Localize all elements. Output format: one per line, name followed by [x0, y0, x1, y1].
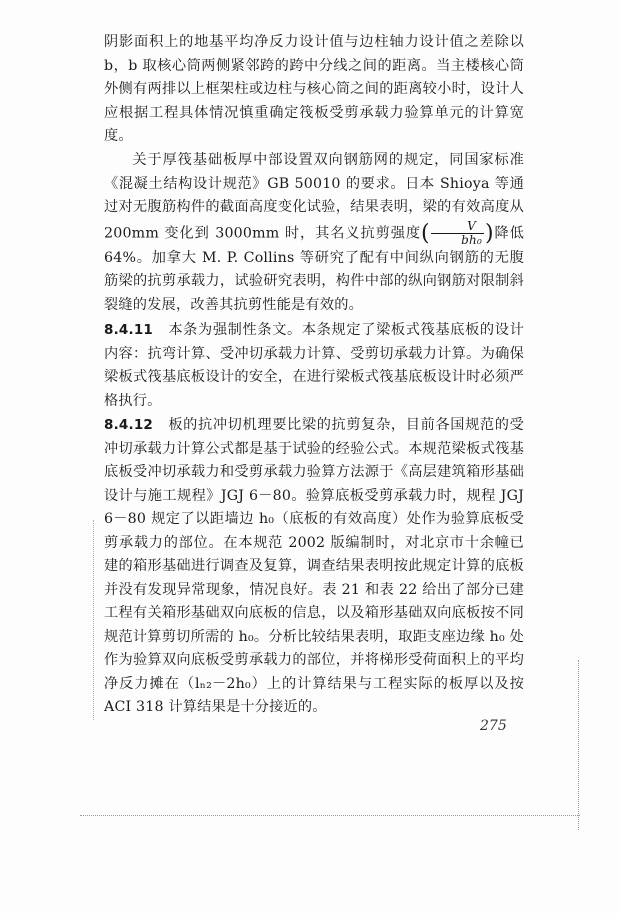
section-8-4-12-text: [104, 414, 524, 720]
section-body: 本条为强制性条文。本条规定了梁板式筏基底板的设计内容：抗弯计算、受冲切承载力计算、受剪切承载力计算。为确保梁板式筏基底板设计的安全，在进行梁板式筏基底板设计时必须严格执行。: [104, 322, 524, 409]
right-paren: ): [484, 220, 494, 246]
left-paren: (: [420, 220, 430, 246]
section-8-4-11-text: [104, 319, 524, 413]
page-number: 275: [480, 718, 507, 734]
paragraph-2-text: [104, 149, 524, 317]
paragraph-2-after: 降低 64%。加拿大 M. P. Collins 等研究了配有中间纵向钢筋的无腹筋梁的抗剪承载力，试验研究表明，构件中部的纵向钢筋对限制斜裂缝的发展，改善其抗剪性能是有效的。: [104, 225, 525, 313]
paragraph-2-before: 关于厚筏基础板厚中部设置双向钢筋网的规定，同国家标准《混凝土结构设计规范》GB 50010 的要求。日本 Shioya 等通过对无腹筋构件的截面高度变化试验，结果表明，梁的有效高度从 200mm 变化到 3000mm 时，其名义抗剪强度: [104, 152, 524, 241]
scan-artifact-right: [578, 660, 579, 830]
section-8-4-11: [104, 319, 524, 413]
paragraph-1-text: 阴影面积上的地基平均净反力设计值与边柱轴力设计值之差除以 b，b 取核心筒两侧紧邻跨的跨中分线之间的距离。当主楼核心筒外侧有两排以上框架柱或边柱与核心筒之间的距离较小时，设计人应根据工程具体情况慎重确定筏板受剪承载力验算单元的计算宽度。: [104, 34, 524, 144]
section-8-4-12: [104, 414, 524, 720]
section-number: 8.4.11: [104, 322, 154, 338]
strength-fraction: [431, 220, 484, 247]
section-body: 板的抗冲切机理要比梁的抗剪复杂，目前各国规范的受冲切承载力计算公式都是基于试验的经验公式。本规范梁板式筏基底板受冲切承载力和受剪承载力验算方法源于《高层建筑箱形基础设计与施工规程》JGJ 6－80。验算底板受剪承载力时，规程 JGJ 6－80 规定了以距墙边 h₀（底板的有效高度）处作为验算底板受剪承载力的部位。在本规范 2002 版编制时，对北京市十余幢已建的箱形基础进行调查及复算，调查结果表明按此规定计算的底板并没有发现异常现象，情况良好。表 21 和表 22 给出了部分已建工程有关箱形基础双向底板的信息，以及箱形基础双向底板按不同规范计算剪切所需的 h₀。分析比较结果表明，取距支座边缘 h₀ 处作为验算双向底板受剪承载力的部位，并将梯形受荷面积上的平均净反力摊在（lₙ₂－2h₀）上的计算结果与工程实际的板厚以及按 ACI 318 计算结果是十分接近的。: [104, 417, 524, 715]
scan-artifact-left: [93, 520, 94, 720]
fraction-numerator: V: [431, 220, 484, 234]
paragraph-1: [104, 31, 524, 149]
scan-artifact-bottom: [80, 815, 580, 816]
section-number: 8.4.12: [104, 417, 154, 433]
fraction-denominator: bh₀: [461, 232, 482, 247]
paragraph-2: [104, 149, 524, 317]
